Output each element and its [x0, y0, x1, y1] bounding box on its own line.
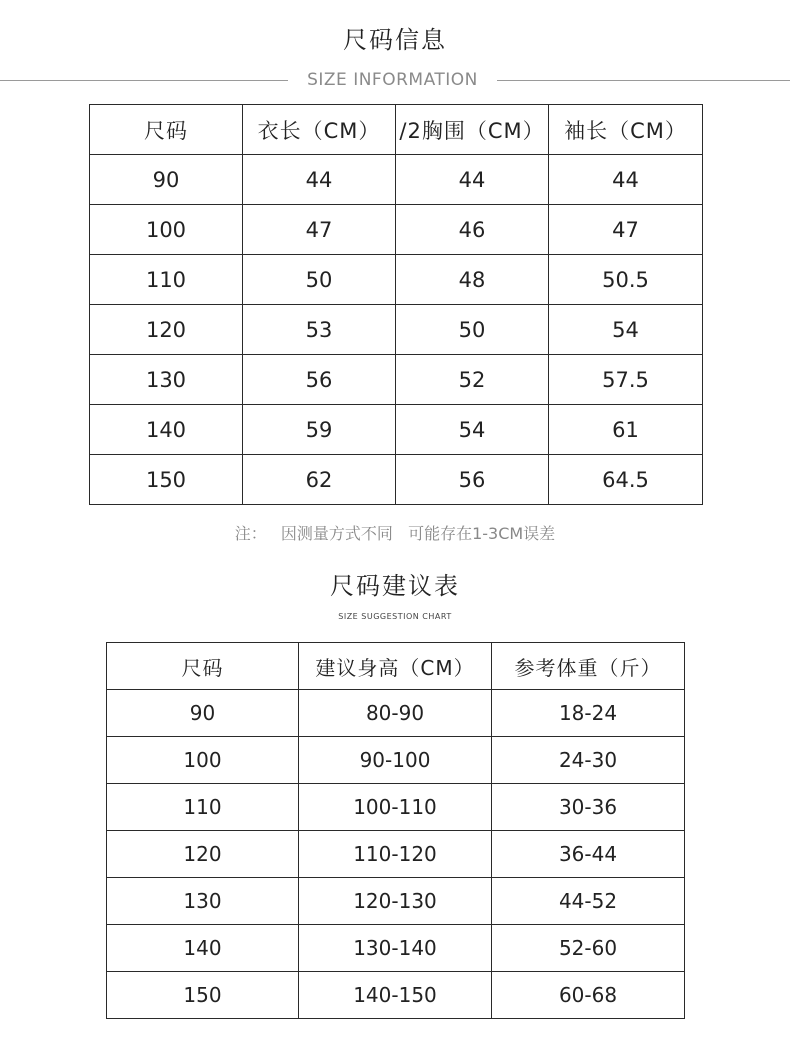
table-row [90, 255, 703, 305]
header-height: 建议身高（CM） [299, 643, 492, 690]
table-cell: 52 [396, 355, 549, 405]
header-half-chest: /2胸围（CM） [396, 105, 549, 155]
table-cell: 150 [107, 972, 299, 1019]
table-cell: 56 [396, 455, 549, 505]
table-row [90, 205, 703, 255]
note-text: 因测量方式不同 可能存在1-3CM误差 [280, 524, 556, 543]
table-row [90, 405, 703, 455]
header-size: 尺码 [107, 643, 299, 690]
table-row [107, 784, 685, 831]
size-suggestion-table [106, 642, 685, 1019]
table-row [107, 831, 685, 878]
table-cell: 130 [107, 878, 299, 925]
table-cell: 110 [107, 784, 299, 831]
table-cell: 44 [396, 155, 549, 205]
table-cell: 50.5 [549, 255, 703, 305]
divider-right [497, 80, 790, 81]
table-cell: 100-110 [299, 784, 492, 831]
table-row [107, 690, 685, 737]
table-row [90, 455, 703, 505]
table-cell: 59 [243, 405, 396, 455]
table-header-row [107, 643, 685, 690]
table-cell: 53 [243, 305, 396, 355]
table-row [107, 737, 685, 784]
table-cell: 150 [90, 455, 243, 505]
size-info-subtitle: SIZE INFORMATION [307, 70, 478, 90]
table-cell: 120 [90, 305, 243, 355]
table-row [107, 925, 685, 972]
table-cell: 18-24 [492, 690, 685, 737]
table-cell: 62 [243, 455, 396, 505]
table-cell: 44 [549, 155, 703, 205]
measurement-note [0, 521, 790, 544]
table-cell: 110-120 [299, 831, 492, 878]
table-row [90, 305, 703, 355]
size-suggestion-subtitle: SIZE SUGGESTION CHART [338, 612, 452, 621]
table-row [90, 355, 703, 405]
table-cell: 140 [107, 925, 299, 972]
table-cell: 24-30 [492, 737, 685, 784]
header-size: 尺码 [90, 105, 243, 155]
table-cell: 80-90 [299, 690, 492, 737]
header-weight: 参考体重（斤） [492, 643, 685, 690]
table-cell: 44 [243, 155, 396, 205]
table-cell: 54 [549, 305, 703, 355]
table-cell: 90-100 [299, 737, 492, 784]
table-cell: 140 [90, 405, 243, 455]
table-cell: 57.5 [549, 355, 703, 405]
size-suggestion-title: 尺码建议表 [330, 572, 460, 600]
table-cell: 90 [107, 690, 299, 737]
table-cell: 36-44 [492, 831, 685, 878]
table-cell: 54 [396, 405, 549, 455]
table-cell: 120-130 [299, 878, 492, 925]
table-cell: 140-150 [299, 972, 492, 1019]
table-cell: 100 [107, 737, 299, 784]
size-info-table [89, 104, 703, 505]
table-cell: 47 [243, 205, 396, 255]
table-cell: 100 [90, 205, 243, 255]
table-cell: 30-36 [492, 784, 685, 831]
table-row [90, 155, 703, 205]
note-label: 注： [234, 524, 267, 543]
table-cell: 44-52 [492, 878, 685, 925]
table-cell: 52-60 [492, 925, 685, 972]
table-cell: 50 [396, 305, 549, 355]
table-cell: 120 [107, 831, 299, 878]
table-cell: 47 [549, 205, 703, 255]
table-row [107, 878, 685, 925]
table-cell: 130-140 [299, 925, 492, 972]
header-length: 衣长（CM） [243, 105, 396, 155]
table-cell: 50 [243, 255, 396, 305]
table-cell: 60-68 [492, 972, 685, 1019]
table-cell: 48 [396, 255, 549, 305]
table-header-row [90, 105, 703, 155]
table-cell: 61 [549, 405, 703, 455]
table-row [107, 972, 685, 1019]
size-info-title: 尺码信息 [343, 26, 447, 54]
table-cell: 110 [90, 255, 243, 305]
size-info-subtitle-row [0, 68, 790, 92]
table-cell: 64.5 [549, 455, 703, 505]
divider-left [0, 80, 288, 81]
table-cell: 56 [243, 355, 396, 405]
table-cell: 130 [90, 355, 243, 405]
header-sleeve: 袖长（CM） [549, 105, 703, 155]
table-cell: 46 [396, 205, 549, 255]
table-cell: 90 [90, 155, 243, 205]
